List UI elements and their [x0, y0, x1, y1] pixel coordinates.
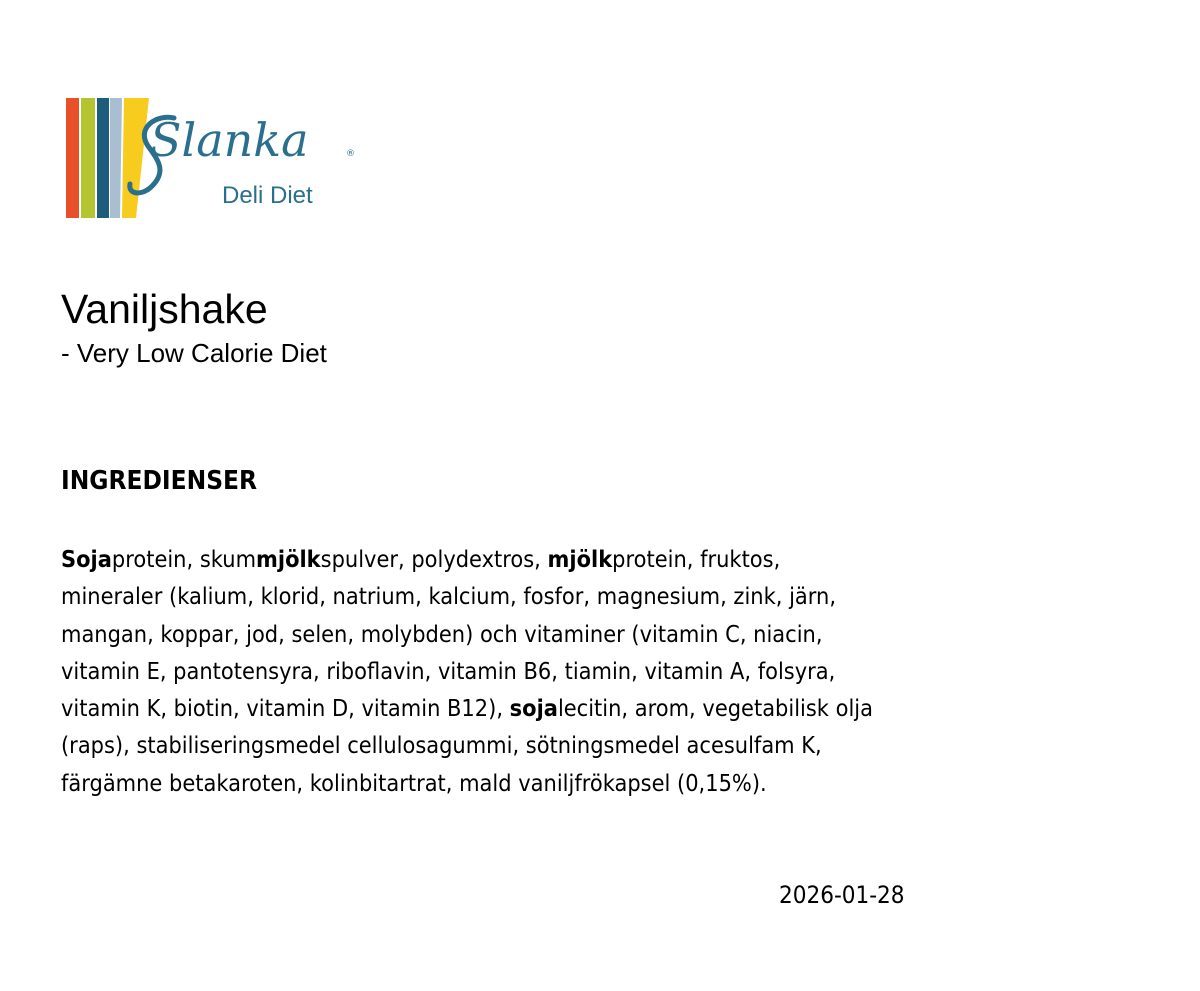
ingredient-text: vitamin E, pantotensyra, riboflavin, vitamin B6, tiamin, vitamin A, folsyra,: [61, 656, 836, 685]
logo-stripe: [110, 98, 122, 218]
logo-stripe: [122, 98, 149, 218]
ingredient-text: mangan, koppar, jod, selen, molybden) och vitaminer (vitamin C, niacin,: [61, 619, 823, 648]
ingredients-line: [61, 578, 1008, 615]
ingredient-text: lecitin, arom, vegetabilisk olja: [557, 694, 873, 723]
ingredient-text: färgämne betakaroten, kolinbitartrat, mald vaniljfrökapsel (0,15%).: [61, 768, 767, 797]
product-title: Vaniljshake: [61, 286, 268, 332]
slanka-logo: [66, 96, 366, 220]
ingredients-line: [61, 653, 1008, 690]
ingredient-text: spulver, polydextros,: [320, 545, 548, 573]
ingredient-text: (raps), stabiliseringsmedel cellulosagummi, sötningsmedel acesulfam K,: [61, 731, 822, 760]
ingredients-heading: INGREDIENSER: [61, 466, 258, 496]
ingredients-text: [61, 541, 1008, 802]
ingredients-line: [61, 765, 1008, 802]
logo-registered-mark: ®: [346, 149, 355, 159]
logo-stripe: [66, 98, 79, 218]
allergen-text: soja: [509, 694, 558, 723]
document-date: 2026-01-28: [779, 881, 905, 909]
allergen-text: Soja: [61, 545, 112, 573]
ingredients-line: [61, 541, 1008, 578]
allergen-text: mjölk: [256, 545, 321, 573]
ingredient-text: mineraler (kalium, klorid, natrium, kalcium, fosfor, magnesium, zink, järn,: [61, 582, 836, 611]
ingredient-text: protein, skum: [111, 545, 257, 573]
logo-stripe: [97, 98, 109, 218]
ingredients-line: [61, 727, 1008, 764]
ingredients-line: [61, 690, 1008, 727]
allergen-text: mjölk: [547, 545, 613, 573]
logo-tagline: Deli Diet: [222, 182, 313, 209]
logo-graphic: [66, 96, 366, 220]
ingredients-line: [61, 616, 1008, 653]
logo-stripe: [81, 98, 95, 218]
product-subtitle: - Very Low Calorie Diet: [61, 338, 327, 368]
logo-wordmark: Slanka: [150, 113, 309, 167]
ingredient-text: protein, fruktos,: [612, 545, 781, 573]
ingredient-text: vitamin K, biotin, vitamin D, vitamin B12),: [61, 694, 510, 723]
